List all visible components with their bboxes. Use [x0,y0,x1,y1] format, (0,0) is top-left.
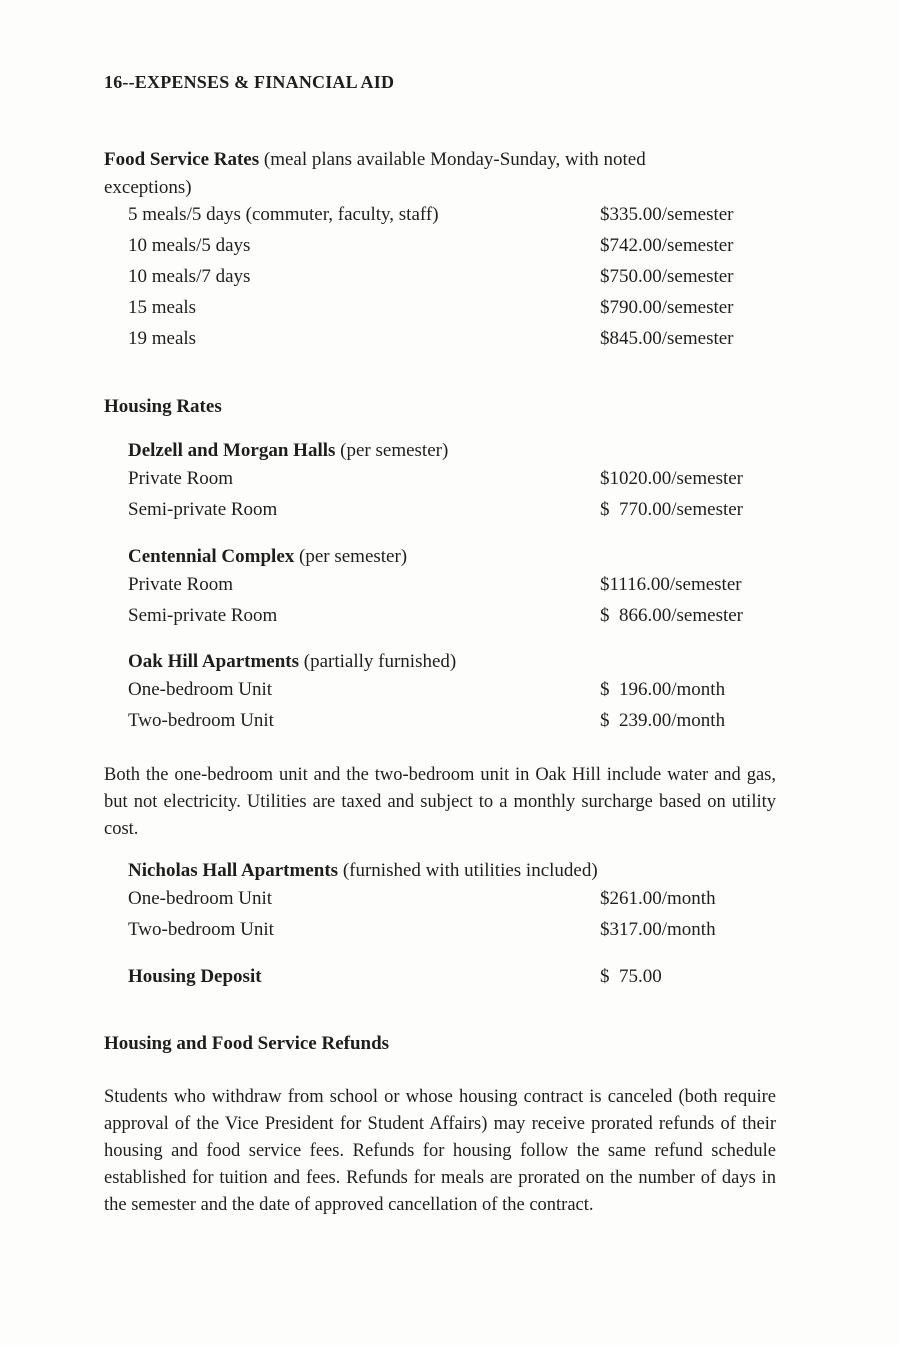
food-service-title: Food Service Rates [104,149,260,170]
food-rate-row [0,328,899,358]
housing-deposit-amount: $ 75.00 [600,966,662,987]
food-service-intro [104,146,724,202]
housing-rate-amount: $ 866.00/semester [600,605,744,626]
housing-rate-row [0,605,899,635]
housing-rate-label: Private Room [128,468,234,489]
food-rate-row [0,297,899,327]
food-rate-label: 5 meals/5 days (commuter, faculty, staff) [128,204,439,225]
oakhill-utilities-note: Both the one-bedroom unit and the two-bedroom unit in Oak Hill include water and gas, but not electricity. Utilities are taxed and subject to a monthly surcharge based on utility cost. [104,765,776,839]
food-rate-amount: $845.00/semester [600,328,734,349]
housing-rate-row [0,710,899,740]
housing-rates-title: Housing Rates [104,396,222,417]
housing-rate-label: Two-bedroom Unit [128,710,274,731]
delzell-heading [128,440,448,462]
housing-deposit-label: Housing Deposit [128,966,262,987]
housing-rate-row [0,919,899,949]
housing-rate-amount: $317.00/month [600,919,716,940]
oakhill-heading [128,651,456,673]
food-rate-label: 10 meals/7 days [128,266,251,287]
food-rate-amount: $335.00/semester [600,204,734,225]
housing-rate-row [0,574,899,604]
delzell-note: (per semester) [340,440,449,461]
centennial-heading [128,546,407,568]
housing-rate-label: Two-bedroom Unit [128,919,274,940]
food-rate-row [0,235,899,265]
housing-rate-amount: $ 770.00/semester [600,499,744,520]
nicholas-name: Nicholas Hall Apartments [128,860,339,881]
housing-rate-label: Semi-private Room [128,499,278,520]
oakhill-note: (partially furnished) [303,651,457,672]
food-rate-amount: $790.00/semester [600,297,734,318]
food-rate-label: 19 meals [128,328,197,349]
food-rate-label: 10 meals/5 days [128,235,251,256]
housing-rate-row [0,468,899,498]
housing-rate-amount: $1116.00/semester [600,574,742,595]
nicholas-heading [128,860,598,882]
food-rate-amount: $742.00/semester [600,235,734,256]
refunds-paragraph: Students who withdraw from school or whose housing contract is canceled (both require approval of the Vice President for Student Affairs) may receive prorated refunds of their housing and food service fees. Refunds for housing follow the same refund schedule established for tuition and fees. Refunds for meals are prorated on the number of days in the semester and the date of approved cancellation of the contract. [104,1087,776,1215]
food-rate-label: 15 meals [128,297,197,318]
food-service-note: (meal plans available Monday-Sunday, with noted exceptions) [104,149,646,198]
nicholas-note: (furnished with utilities included) [342,860,598,881]
housing-rate-row [0,499,899,529]
food-rate-amount: $750.00/semester [600,266,734,287]
housing-rate-amount: $1020.00/semester [600,468,744,489]
centennial-note: (per semester) [299,546,408,567]
housing-rate-amount: $ 196.00/month [600,679,726,700]
refunds-title: Housing and Food Service Refunds [104,1033,390,1054]
housing-rate-label: One-bedroom Unit [128,679,273,700]
housing-rate-amount: $261.00/month [600,888,716,909]
housing-rate-label: One-bedroom Unit [128,888,273,909]
housing-rate-label: Semi-private Room [128,605,278,626]
running-head: 16--EXPENSES & FINANCIAL AID [104,72,395,92]
housing-rate-label: Private Room [128,574,234,595]
housing-rate-row [0,679,899,709]
food-rate-row [0,204,899,234]
food-rate-row [0,266,899,296]
housing-rate-row [0,888,899,918]
housing-deposit-row [0,966,899,996]
centennial-name: Centennial Complex [128,546,295,567]
oakhill-name: Oak Hill Apartments [128,651,300,672]
housing-rate-amount: $ 239.00/month [600,710,726,731]
delzell-name: Delzell and Morgan Halls [128,440,336,461]
